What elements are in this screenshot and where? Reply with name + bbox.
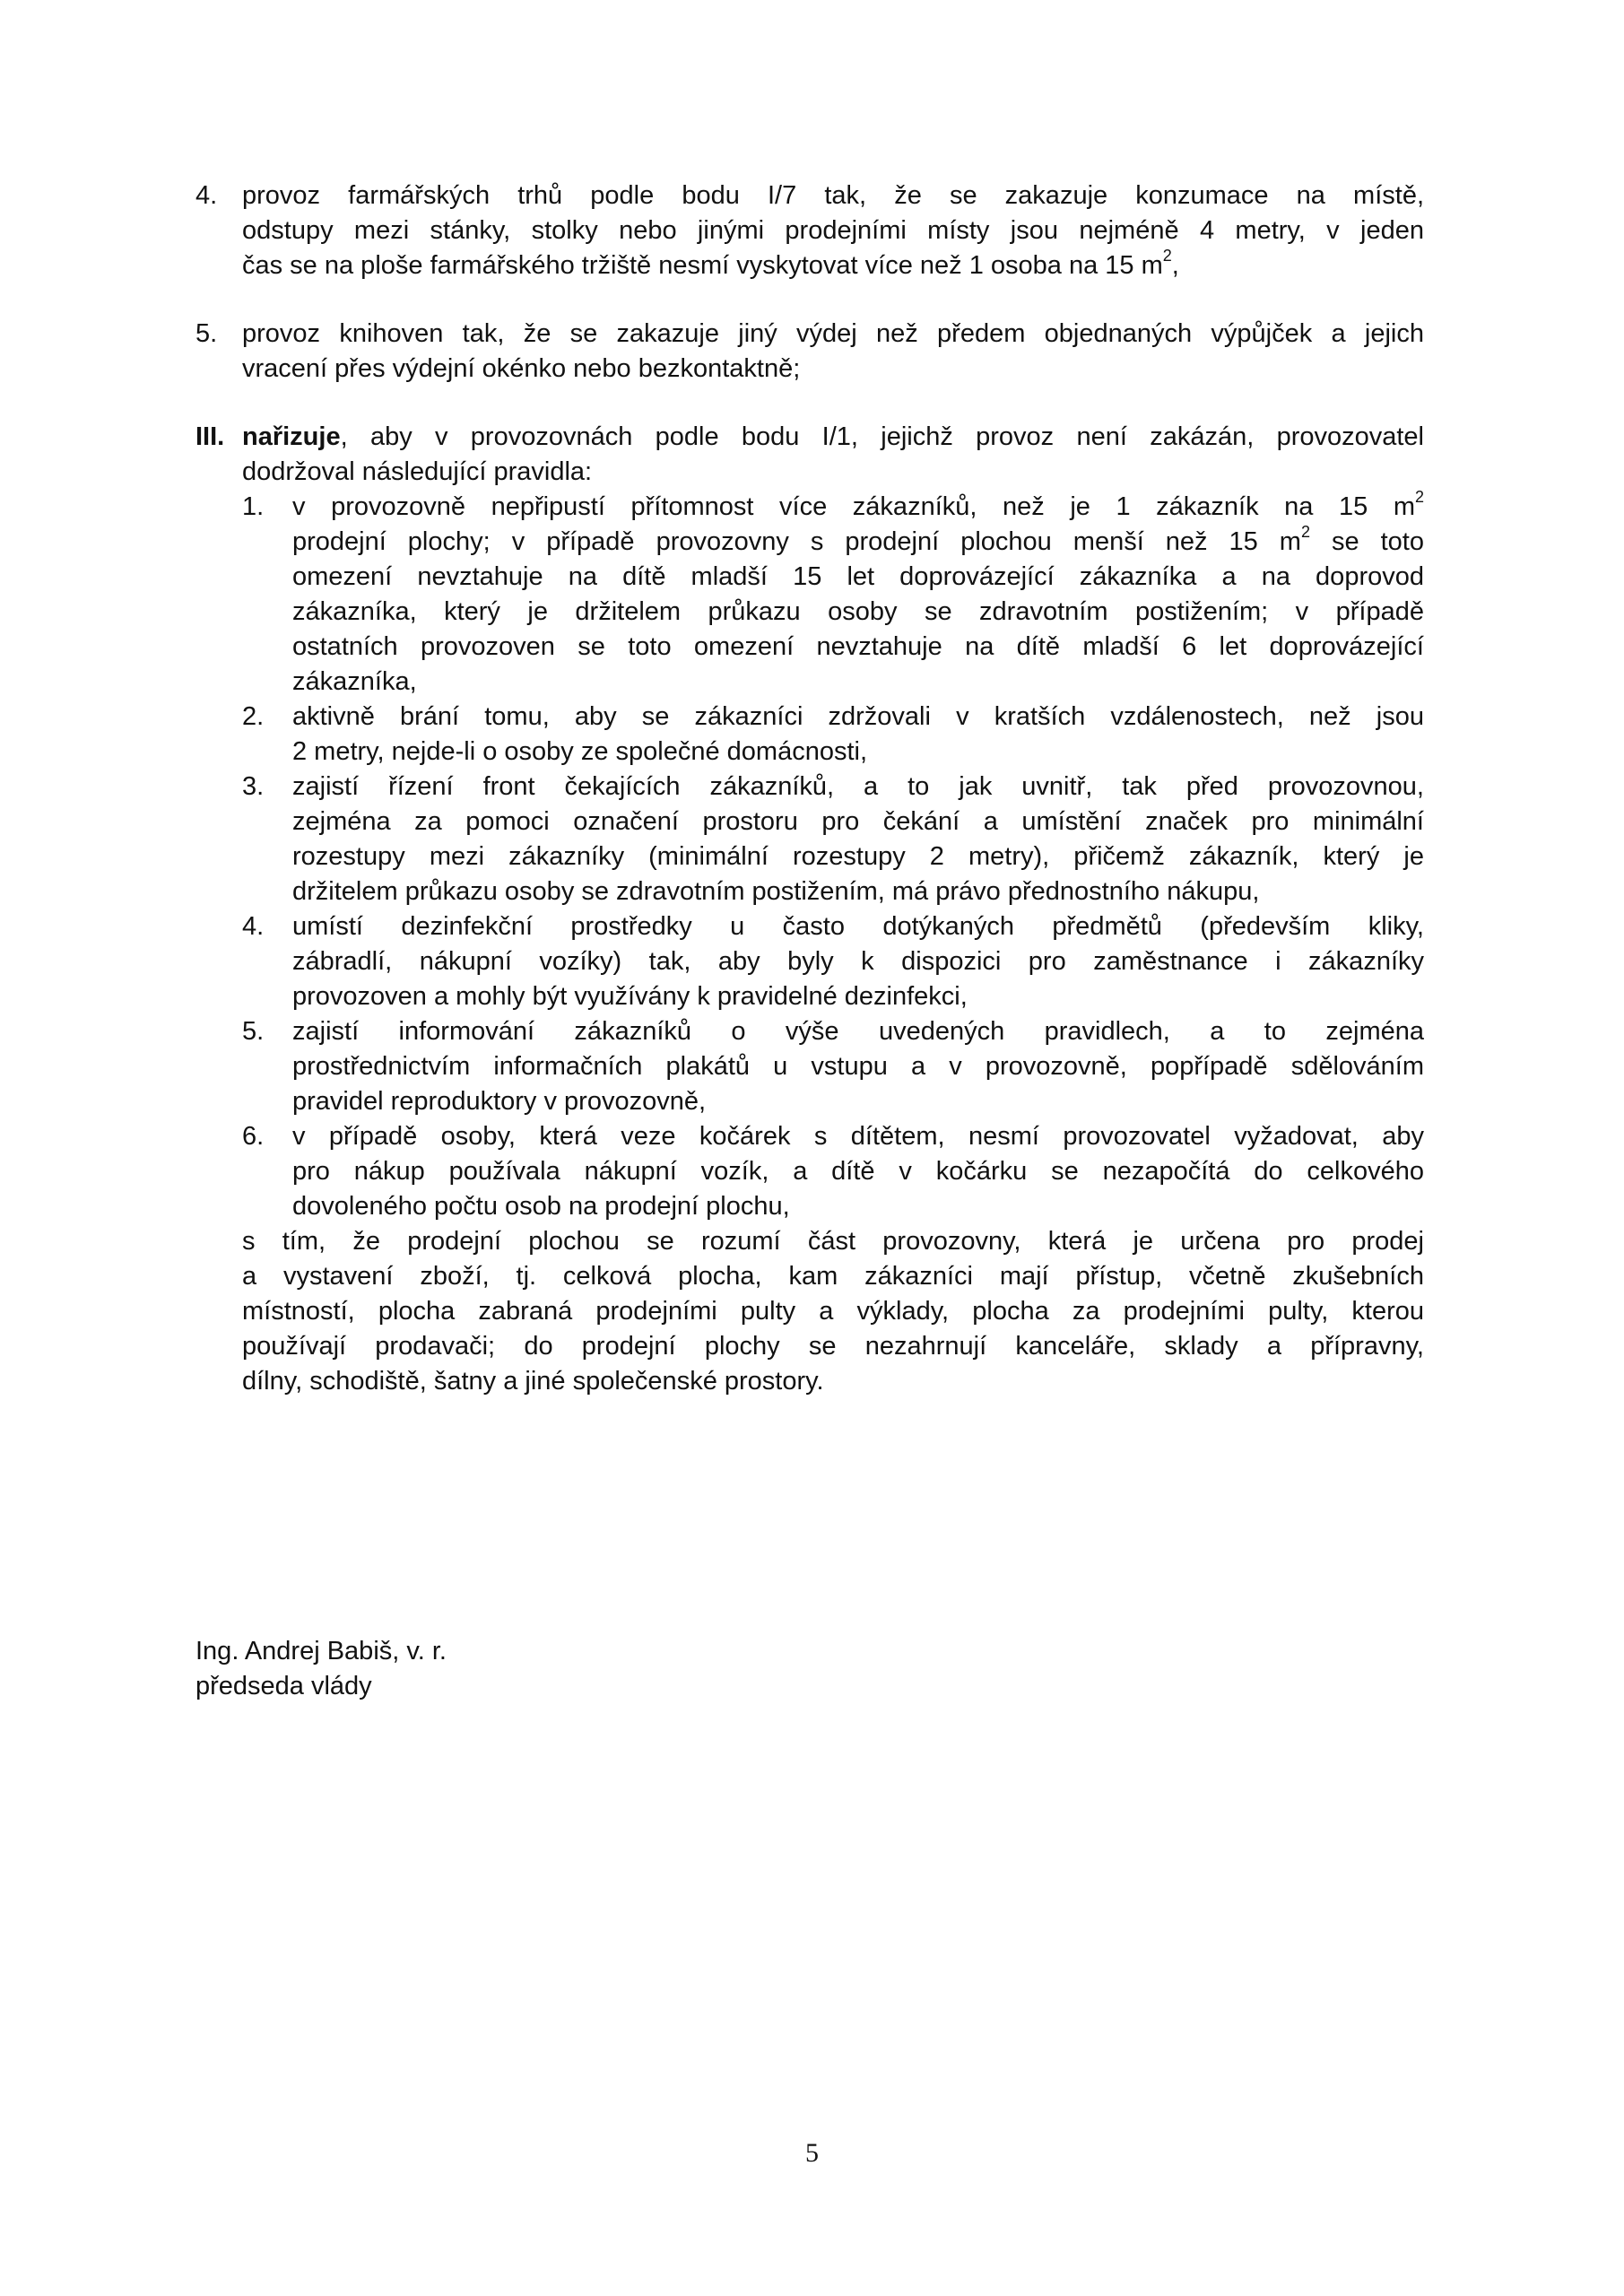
bold-word: nařizuje xyxy=(242,422,341,451)
item-text xyxy=(242,178,1424,283)
rule-number: 6. xyxy=(242,1122,265,1151)
item-number: 4. xyxy=(195,181,218,210)
text-line: aktivně brání tomu, aby se zákazníci zdržovali v kratších vzdálenostech, než jsou xyxy=(292,702,1424,731)
rule-number: 3. xyxy=(242,772,265,801)
text-line: s tím, že prodejní plochou se rozumí část provozovny, která je určena pro prodej xyxy=(242,1227,1424,1256)
rule-number: 5. xyxy=(242,1017,265,1046)
section-number-text: III. xyxy=(195,422,225,451)
text-line: dovoleného počtu osob na prodejní plochu, xyxy=(292,1192,790,1221)
rule-6 xyxy=(0,1119,1624,1224)
text-line: držitelem průkazu osoby se zdravotním postižením, má právo přednostního nákupu, xyxy=(292,877,1260,906)
text-line: zejména za pomoci označení prostoru pro čekání a umístění značek pro minimální xyxy=(292,807,1424,836)
rule-5 xyxy=(0,1014,1624,1119)
text-line: zajistí informování zákazníků o výše uvedených pravidlech, a to zejména xyxy=(292,1017,1424,1046)
text-run: , aby v provozovnách podle bodu I/1, jejichž provoz není zakázán, provozovatel xyxy=(340,422,1424,451)
closing-paragraph xyxy=(0,1224,1624,1399)
text-line: rozestupy mezi zákazníky (minimální rozestupy 2 metry), přičemž zákazník, který je xyxy=(292,842,1424,871)
signatory-name: Ing. Andrej Babiš, v. r. xyxy=(195,1637,447,1665)
rule-number: 2. xyxy=(242,702,265,731)
rule-3 xyxy=(0,770,1624,909)
text-line: zákazníka, xyxy=(292,667,417,696)
text-run: v provozovně nepřipustí přítomnost více zákazníků, než je 1 zákazník na 15 m xyxy=(292,492,1415,521)
signatory-title: předseda vlády xyxy=(195,1672,372,1700)
rule-text xyxy=(292,909,1424,1014)
text-line: v případě osoby, která veze kočárek s dítětem, nesmí provozovatel vyžadovat, aby xyxy=(292,1122,1424,1151)
text-line: dílny, schodiště, šatny a jiné společenské prostory. xyxy=(242,1367,824,1396)
superscript: 2 xyxy=(1162,247,1172,265)
text-line xyxy=(242,420,1424,455)
text-line xyxy=(292,525,1424,560)
text-line: dodržoval následující pravidla: xyxy=(242,457,593,486)
item-5 xyxy=(0,317,1624,388)
rule-text xyxy=(292,770,1424,909)
rule-number: 1. xyxy=(242,492,265,521)
text-line: pravidel reproduktory v provozovně, xyxy=(292,1087,707,1116)
section-intro xyxy=(242,420,1424,490)
rule-text xyxy=(292,490,1424,700)
rule-2 xyxy=(0,700,1624,770)
text-line: provoz farmářských trhů podle bodu I/7 tak, že se zakazuje konzumace na místě, xyxy=(242,181,1424,210)
text-line: umístí dezinfekční prostředky u často dotýkaných předmětů (především kliky, xyxy=(292,912,1424,941)
rule-1 xyxy=(0,490,1624,700)
rule-text xyxy=(292,1119,1424,1224)
text-run: prodejní plochy; v případě provozovny s prodejní plochou menší než 15 m xyxy=(292,527,1301,556)
item-text xyxy=(242,317,1424,387)
section-number xyxy=(195,420,224,455)
text-line: omezení nevztahuje na dítě mladší 15 let doprovázející zákazníka a na doprovod xyxy=(292,562,1424,591)
rule-text xyxy=(292,1014,1424,1119)
text-line xyxy=(292,490,1424,525)
text-line: 2 metry, nejde-li o osoby ze společné domácnosti, xyxy=(292,737,868,766)
text-line: zajistí řízení front čekajících zákazníků, a to jak uvnitř, tak před provozovnou, xyxy=(292,772,1424,801)
text-line: zákazníka, který je držitelem průkazu osoby se zdravotním postižením; v případě xyxy=(292,597,1424,626)
rule-number: 4. xyxy=(242,912,265,941)
text-line: provoz knihoven tak, že se zakazuje jiný výdej než předem objednaných výpůjček a jejich xyxy=(242,319,1424,348)
text-run: čas se na ploše farmářského tržiště nesmí vyskytovat více než 1 osoba na 15 m xyxy=(242,251,1163,280)
rule-4 xyxy=(0,909,1624,1014)
rules-list xyxy=(0,490,1624,1399)
text-line: pro nákup používala nákupní vozík, a dítě v kočárku se nezapočítá do celkového xyxy=(292,1157,1424,1186)
text-line: a vystavení zboží, tj. celková plocha, kam zákazníci mají přístup, včetně zkušebních xyxy=(242,1262,1424,1291)
rule-text xyxy=(292,700,1424,770)
text-line: provozoven a mohly být využívány k pravidelné dezinfekci, xyxy=(292,982,968,1011)
text-line: místností, plocha zabraná prodejními pulty a výklady, plocha za prodejními pulty, kterou xyxy=(242,1297,1424,1326)
signature-block xyxy=(195,1634,447,1704)
item-number: 5. xyxy=(195,319,218,348)
superscript: 2 xyxy=(1300,523,1310,541)
page-number: 5 xyxy=(805,2138,819,2168)
closing-text xyxy=(242,1224,1424,1399)
text-line: používají prodavači; do prodejní plochy se nezahrnují kanceláře, sklady a přípravny, xyxy=(242,1332,1424,1361)
text-run: , xyxy=(1171,251,1179,280)
text-line: zábradlí, nákupní vozíky) tak, aby byly k dispozici pro zaměstnance i zákazníky xyxy=(292,947,1424,976)
text-line: ostatních provozoven se toto omezení nevztahuje na dítě mladší 6 let doprovázející xyxy=(292,632,1424,661)
text-line: odstupy mezi stánky, stolky nebo jinými prodejními místy jsou nejméně 4 metry, v jeden xyxy=(242,216,1424,245)
text-line xyxy=(242,248,1424,283)
text-run: se toto xyxy=(1309,527,1424,556)
superscript: 2 xyxy=(1414,488,1424,506)
item-4 xyxy=(0,178,1624,286)
text-line: vracení přes výdejní okénko nebo bezkontaktně; xyxy=(242,354,801,383)
text-line: prostřednictvím informačních plakátů u vstupu a v provozovně, popřípadě sdělováním xyxy=(292,1052,1424,1081)
